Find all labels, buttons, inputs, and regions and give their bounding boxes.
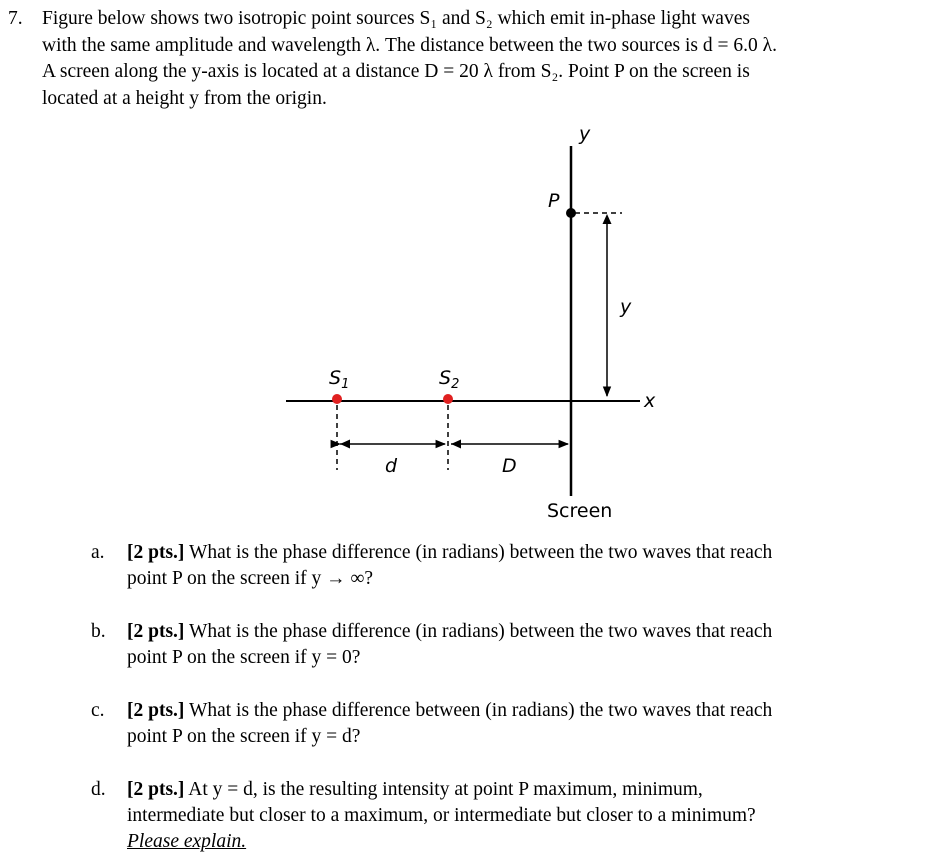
point-p-dot — [566, 208, 576, 218]
part-line-2: intermediate but closer to a maximum, or intermediate but closer to a minimum? — [127, 805, 756, 826]
part-letter: a. — [91, 542, 105, 563]
height-y-label: y — [620, 296, 632, 318]
source-s1-dot — [332, 394, 342, 404]
s2-label: $S_2$ — [439, 367, 460, 392]
point-p-label: P — [548, 190, 560, 212]
part-line-2: point P on the screen if y = d? — [127, 726, 361, 747]
part-letter: d. — [91, 779, 106, 800]
question-line-4: located at a height y from the origin. — [42, 87, 327, 109]
part-line-2: point P on the screen if y = 0? — [127, 647, 361, 668]
part-line-3: Please explain. — [127, 831, 247, 852]
y-axis-label: y — [579, 123, 591, 145]
part-line-2: point P on the screen if y → ∞? — [127, 568, 374, 589]
part-line-1: [2 pts.] What is the phase difference (in radians) between the two waves that reach — [127, 621, 773, 642]
source-s2-dot — [443, 394, 453, 404]
d-arrow-left-head — [340, 440, 350, 449]
D-arrow-left-head — [451, 440, 461, 449]
part-line-1: [2 pts.] At y = d, is the resulting intensity at point P maximum, minimum, — [127, 779, 703, 800]
part-line-1: [2 pts.] What is the phase difference between (in radians) the two waves that reach — [127, 700, 773, 721]
d-label: d — [385, 455, 398, 477]
question-number: 7. — [8, 8, 23, 29]
D-label: D — [502, 455, 517, 477]
part-letter: b. — [91, 621, 106, 642]
question-line-3: A screen along the y-axis is located at a distance D = 20 λ from S₂. Point P on the screen is — [42, 61, 750, 82]
part-line-1: [2 pts.] What is the phase difference (in radians) between the two waves that reach — [127, 542, 773, 563]
y-height-arrow-top-head — [603, 214, 612, 224]
s1-label: $S_1$ — [329, 367, 350, 392]
part-letter: c. — [91, 700, 105, 721]
x-axis-label: x — [644, 390, 656, 412]
question-line-1: Figure below shows two isotropic point sources S₁ and S₂ which emit in-phase light waves — [42, 8, 750, 29]
screen-label: Screen — [547, 500, 613, 522]
question-line-2: with the same amplitude and wavelength λ. The distance between the two sources is d = 6.0 λ. — [42, 34, 777, 56]
